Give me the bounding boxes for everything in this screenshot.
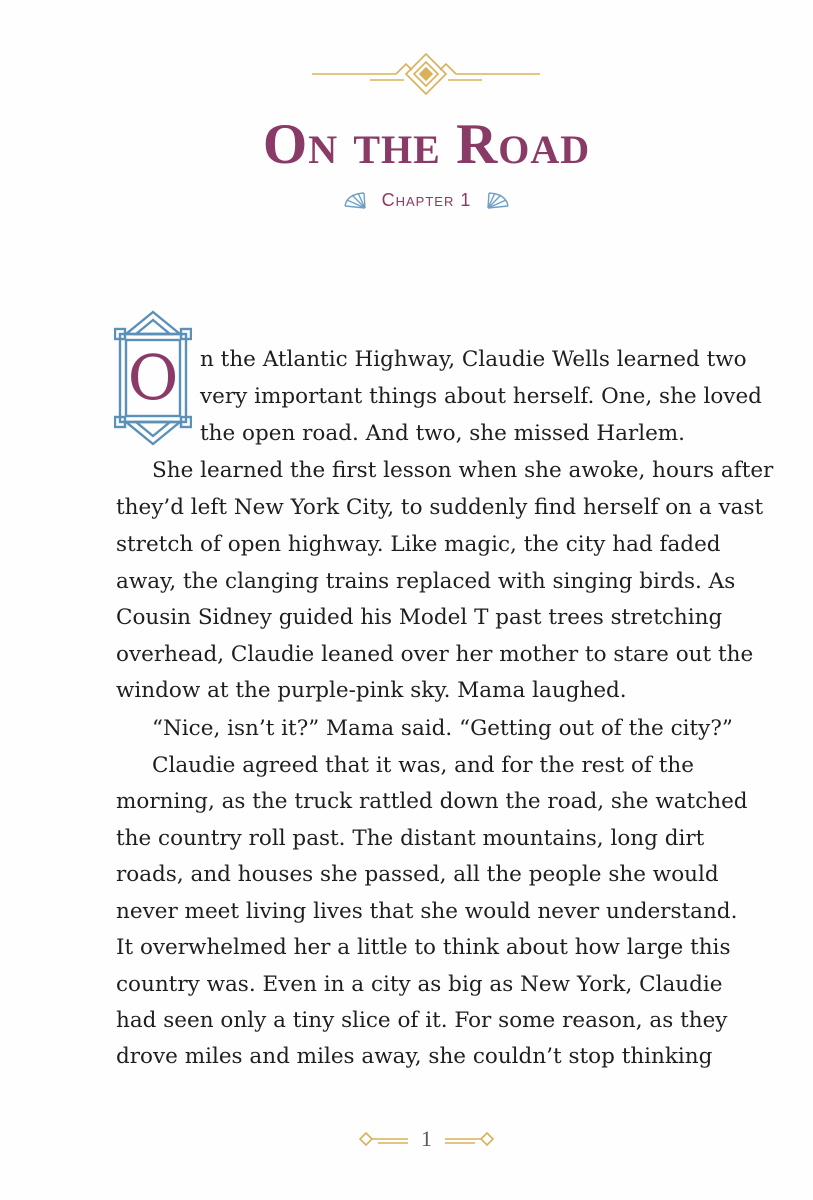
body-line: very important things about herself. One, she loved [200,384,762,409]
body-line: the open road. And two, she missed Harlem. [200,421,686,446]
body-line: the country roll past. The distant mountains, long dirt [116,826,705,851]
body-line: It overwhelmed her a little to think about how large this [116,935,731,960]
footer-ornament-right-icon [443,1131,495,1147]
body-line: stretch of open highway. Like magic, the city had faded [116,532,721,557]
chapter-number: Chapter 1 [381,190,472,210]
chapter-subtitle-row [0,190,813,220]
body-line: drove miles and miles away, she couldn’t stop thinking [116,1044,713,1069]
body-line: roads, and houses she passed, all the people she would [116,862,719,887]
body-line: overhead, Claudie leaned over her mother to stare out the [116,642,754,667]
body-line: away, the clanging trains replaced with singing birds. As [116,569,736,594]
body-line: morning, as the truck rattled down the road, she watched [116,789,748,814]
drop-cap [114,310,192,446]
chapter-title: On the Road [262,113,591,176]
body-line: window at the purple-pink sky. Mama laughed. [116,678,627,703]
page-footer [0,1126,813,1156]
body-line: they’d left New York City, to suddenly find herself on a vast [116,495,764,520]
drop-cap-letter: O [127,341,179,414]
page-number: 1 [421,1126,432,1151]
fan-ornament-right-icon [484,192,510,210]
body-line: Claudie agreed that it was, and for the rest of the [152,753,694,778]
footer-ornament-left-icon [358,1131,410,1147]
body-line: country was. Even in a city as big as New York, Claudie [116,972,723,997]
art-deco-header-ornament-icon [310,50,542,96]
body-line: She learned the first lesson when she awoke, hours after [152,458,774,483]
body-line: “Nice, isn’t it?” Mama said. “Getting out of the city?” [152,716,733,741]
body-line: Cousin Sidney guided his Model T past trees stretching [116,605,723,630]
body-line: never meet living lives that she would never understand. [116,899,738,924]
fan-ornament-left-icon [343,192,369,210]
body-line: had seen only a tiny slice of it. For some reason, as they [116,1008,728,1033]
body-line: n the Atlantic Highway, Claudie Wells learned two [200,347,747,372]
